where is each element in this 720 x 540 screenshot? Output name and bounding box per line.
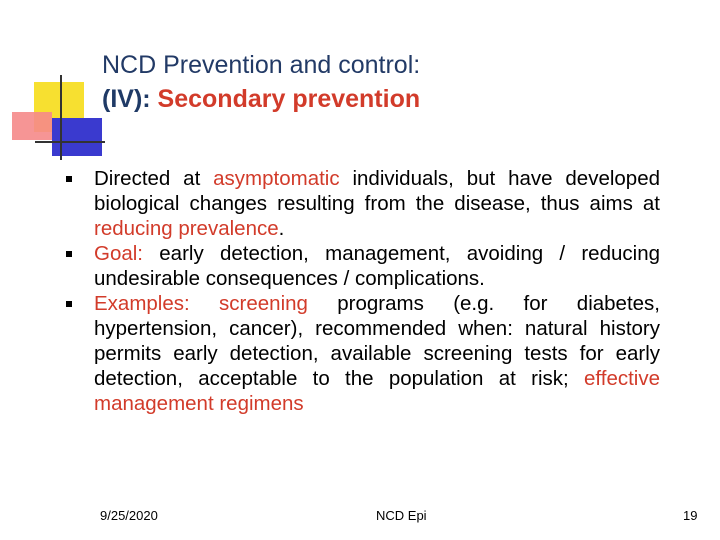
title-line-1: NCD Prevention and control:: [102, 51, 421, 79]
bullet-text-part: .: [278, 217, 285, 240]
logo-pink-square: [12, 112, 52, 140]
title-line-2-prefix: (IV):: [102, 85, 158, 113]
bullet-text-part: Examples: screening: [94, 292, 308, 315]
title-line-2-main: Secondary prevention: [157, 85, 421, 113]
bullet-list: [60, 166, 660, 416]
bullet-square-icon: [66, 251, 72, 257]
bullet-text-part: Directed at: [94, 167, 214, 190]
bullet-text-part: asymptomatic: [213, 167, 340, 190]
title-line-2: [102, 82, 702, 116]
footer-date: 9/25/2020: [100, 508, 158, 523]
slide-title: [102, 48, 702, 116]
bullet-text-part: reducing prevalence: [94, 217, 279, 240]
bullet-text-part: early detection, management, avoiding / reducing undesirable consequences / complications.: [94, 242, 660, 290]
logo-horizontal-line: [35, 141, 105, 143]
bullet-square-icon: [66, 301, 72, 307]
logo-vertical-line: [60, 75, 62, 160]
bullet-text-part: programs (e.g. for diabetes, hypertension, cancer), recommended when: natural history permits early detection, available screening tests for early detection, acceptable to the population at risk;: [94, 292, 660, 390]
footer-title: NCD Epi: [376, 508, 427, 523]
bullet-text-part: individuals, but have developed biological changes resulting from the disease, thus aims at: [94, 167, 660, 215]
page-number: 19: [683, 508, 698, 523]
bullet-item: [60, 166, 660, 241]
slide-logo-decoration: [0, 0, 110, 170]
bullet-item: [60, 241, 660, 291]
bullet-item: [60, 291, 660, 416]
bullet-text-part: effective management regimens: [94, 367, 660, 415]
bullet-square-icon: [66, 176, 72, 182]
bullet-text-part: Goal:: [94, 242, 143, 265]
